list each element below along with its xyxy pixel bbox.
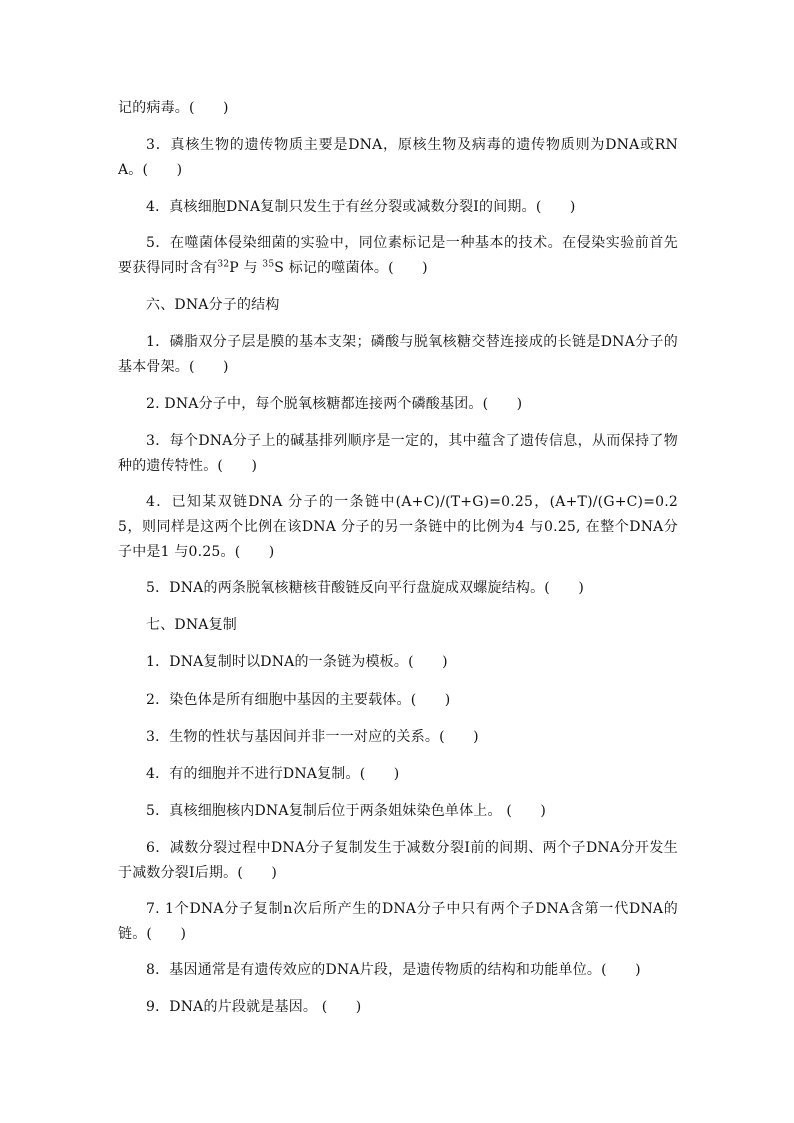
superscript-32: 32 [217,259,230,270]
question-7: 7. 1个DNA分子复制n次后所产生的DNA分子中只有两个子DNA含第一代DNA的链。( ) [118,901,678,942]
question-text: 5．在噬菌体侵染细菌的实验中，同位素标记是一种基本的技术。在侵染实验前首先要获得同时含有 [118,235,678,276]
section-heading-6: 六、DNA分子的结构 [146,297,280,313]
question-3: 3．生物的性状与基因间并非一一对应的关系。( ) [146,729,479,745]
question-5-isotope [118,231,678,281]
question-6: 6．减数分裂过程中DNA分子复制发生于减数分裂Ⅰ前的间期、两个子DNA分开发生于减数分裂Ⅰ后期。( ) [118,840,678,881]
question-5: 5．真核细胞核内DNA复制后位于两条姐妹染色单体上。 ( ) [146,803,547,819]
question-text: S 标记的噬菌体。( ) [274,260,428,276]
question-8: 8．基因通常是有遗传效应的DNA片段，是遗传物质的结构和功能单位。( ) [146,962,641,978]
question-4: 4．有的细胞并不进行DNA复制。( ) [146,766,400,782]
question-2: 2．染色体是所有细胞中基因的主要载体。( ) [146,692,451,708]
question-2: 2. DNA分子中，每个脱氧核糖都连接两个磷酸基团。( ) [146,396,523,412]
question-continuation: 记的病毒。( ) [118,100,229,116]
question-5: 5．DNA的两条脱氧核糖核苷酸链反向平行盘旋成双螺旋结构。( ) [146,580,585,596]
question-3: 3．真核生物的遗传物质主要是DNA，原核生物及病毒的遗传物质则为DNA或RNA。( ) [118,137,678,178]
question-9: 9．DNA的片段就是基因。 ( ) [146,999,362,1015]
question-1: 1．磷脂双分子层是膜的基本支架；磷酸与脱氧核糖交替连接成的长链是DNA分子的基本骨架。( ) [118,334,678,375]
question-3: 3．每个DNA分子上的碱基排列顺序是一定的，其中蕴含了遗传信息，从而保持了物种的遗传特性。( ) [118,433,678,474]
question-text: P 与 [229,260,258,276]
question-1: 1．DNA复制时以DNA的一条链为模板。( ) [146,654,448,670]
question-4: 4．真核细胞DNA复制只发生于有丝分裂或减数分裂Ⅰ的间期。( ) [146,199,576,215]
section-heading-7: 七、DNA复制 [146,617,237,633]
question-4: 4．已知某双链DNA 分子的一条链中(A+C)/(T+G)=0.25，(A+T)/(G+C)=0.25，则同样是这两个比例在该DNA 分子的另一条链中的比例为4 与0.25, 在整个DNA分子中是1 与0.25。( ) [118,494,678,560]
superscript-35: 35 [262,259,275,270]
